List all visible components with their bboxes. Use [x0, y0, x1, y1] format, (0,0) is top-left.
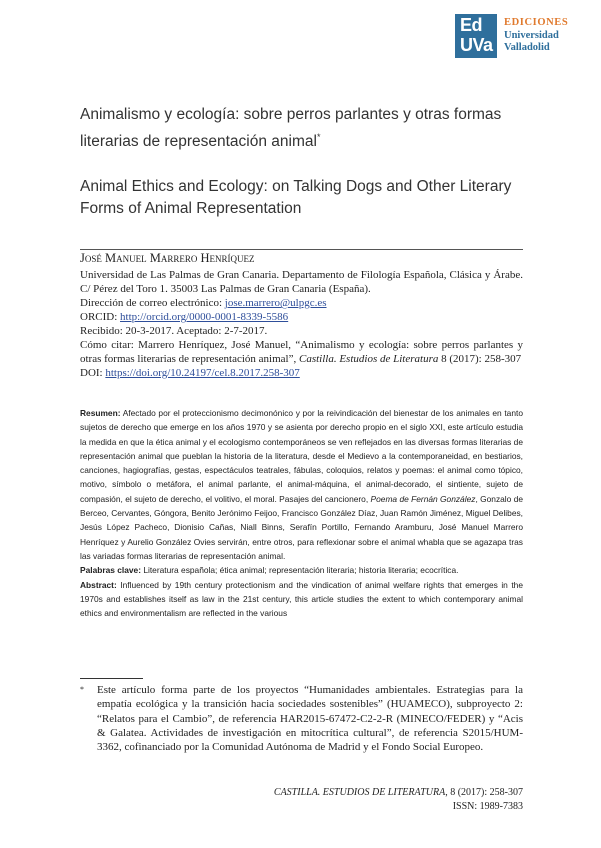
- doi-label: DOI:: [80, 367, 103, 379]
- keywords-label: Palabras clave:: [80, 565, 141, 576]
- abstract-text: Influenced by 19th century protectionism and the vindication of animal welfare rights that emerges in the 1970s and establishes itself as law in the 21st century, this article studies the extent to which contemporary animal ethics and environmentalism are reflected in the various: [80, 579, 523, 619]
- cite-label: Cómo citar:: [80, 339, 134, 351]
- logo-mark-line1: Ed: [460, 15, 483, 35]
- orcid-line: [80, 310, 523, 324]
- publisher-logo: [455, 14, 595, 58]
- resumen-label: Resumen:: [80, 408, 121, 418]
- author-divider: [80, 249, 523, 250]
- article-metadata: [80, 268, 523, 380]
- title-spanish: [80, 104, 540, 153]
- journal-tail: , 8 (2017): 258-307: [445, 787, 523, 798]
- received-line: Recibido: 20-3-2017. Aceptado: 2-7-2017.: [80, 325, 268, 337]
- orcid-label: ORCID:: [80, 311, 118, 323]
- logo-line1: EDICIONES: [504, 17, 569, 28]
- resumen-text-2: , Gonzalo de Berceo, Cervantes, Góngora, Benito Jerónimo Feijoo, Francisco González Díaz, Juan Ramón Jiménez, Miguel Delibes, Jesús López Pacheco, Dionisio Cañas, Niall Binns, Serafín Portillo, Fernando Aramburu, José Manuel Marrero Henríquez y Aurelio González Ovies servirán, entre otros, para reflexionar sobre el animal whabla que se agazapa tras las variadas formas literarias de representación animal.: [80, 493, 524, 561]
- keywords-text: Literatura española; ética animal; representación literaria; historia literaria; ecocrítica.: [143, 565, 459, 576]
- logo-text: [504, 17, 568, 55]
- affiliation: Universidad de Las Palmas de Gran Canaria. Departamento de Filología Española, Clásica y Árabe. C/ Pérez del Toro 1. 35003 Las Palmas de Gran Canaria (España).: [80, 269, 523, 295]
- abstract-block: [80, 406, 523, 620]
- email-line: [80, 296, 523, 310]
- title-spanish-text: Animalismo y ecología: sobre perros parlantes y otras formas literarias de representación animal: [80, 106, 502, 151]
- email-link[interactable]: jose.marrero@ulpgc.es: [224, 297, 327, 309]
- cite-journal: Castilla. Estudios de Literatura: [299, 353, 439, 365]
- issn: ISSN: 1989-7383: [452, 801, 523, 812]
- keywords-paragraph: [80, 563, 523, 577]
- email-label: Dirección de correo electrónico:: [80, 297, 223, 309]
- logo-line2: Universidad: [504, 29, 559, 41]
- citation-line: [80, 338, 523, 366]
- abstract-label: Abstract:: [80, 579, 117, 590]
- doi-line: [80, 366, 523, 380]
- doi-link[interactable]: https://doi.org/10.24197/cel.8.2017.258-307: [105, 367, 300, 379]
- footnote-divider: [80, 678, 143, 679]
- logo-line3: Valladolid: [504, 42, 550, 53]
- cite-text: Marrero Henríquez, José Manuel, “Animalismo y ecología: sobre perros parlantes y otras formas literarias de representación animal”,: [80, 339, 523, 365]
- title-footnote-mark: *: [316, 132, 321, 142]
- resumen-italic: Poema de Fernán González: [370, 493, 476, 504]
- footnote-text: Este artículo forma parte de los proyectos “Humanidades ambientales. Estrategias para la empatía ecológica y la transición hacia sociedades sostenibles” (HUAMECO), subproyecto 2: “Relatos para el Cambio”, de referencia HAR2015-67472-C2-2-R (MINECO/FEDER) y “Acis & Galatea. Actividades de investigación en mitocrítica cultural”, de referencia S2015/HUM-3362, cofinanciado por la Comunidad Autónoma de Madrid y el Fondo Social Europeo.: [97, 684, 523, 754]
- journal-name: CASTILLA. ESTUDIOS DE LITERATURA: [273, 787, 446, 798]
- footnote-mark: *: [80, 685, 84, 694]
- logo-mark-line2: UVa: [460, 35, 493, 55]
- title-english: Animal Ethics and Ecology: on Talking Dogs and Other Literary Forms of Animal Representation: [80, 178, 512, 217]
- orcid-link[interactable]: http://orcid.org/0000-0001-8339-5586: [120, 311, 289, 323]
- journal-footer: [274, 787, 523, 798]
- logo-mark: [455, 14, 497, 58]
- resumen-text-1: Afectado por el proteccionismo decimonónico y por la reivindicación del bienestar de los animales en tanto sujetos de derecho que emerge en los años 1970 y se asienta por derecho propio en el siglo XXI, este artículo estudia la medida en que la ética animal y el ecologismo contemporáneos se ven reflejados en las diversas formas literarias de representación animal que pueblan la historia de la literatura, desde el Medievo a la contemporaneidad, en bestiarios, canciones, hagiografías, gestas, espectáculos teatrales, fábulas, coloquios, relatos y poemas: el animal como tópico, motivo, símbolo o metáfora, el animal parlante, el animal-máquina, el animal-decorado, el sintiente, sujeto de compasión, el sujeto de derecho, el volitivo, el moral. Pasajes del cancionero,: [80, 408, 523, 504]
- resumen-paragraph: [80, 406, 523, 563]
- abstract-paragraph: [80, 578, 523, 621]
- author-name: José Manuel Marrero Henríquez: [80, 251, 255, 265]
- cite-tail: 8 (2017): 258-307: [441, 353, 522, 365]
